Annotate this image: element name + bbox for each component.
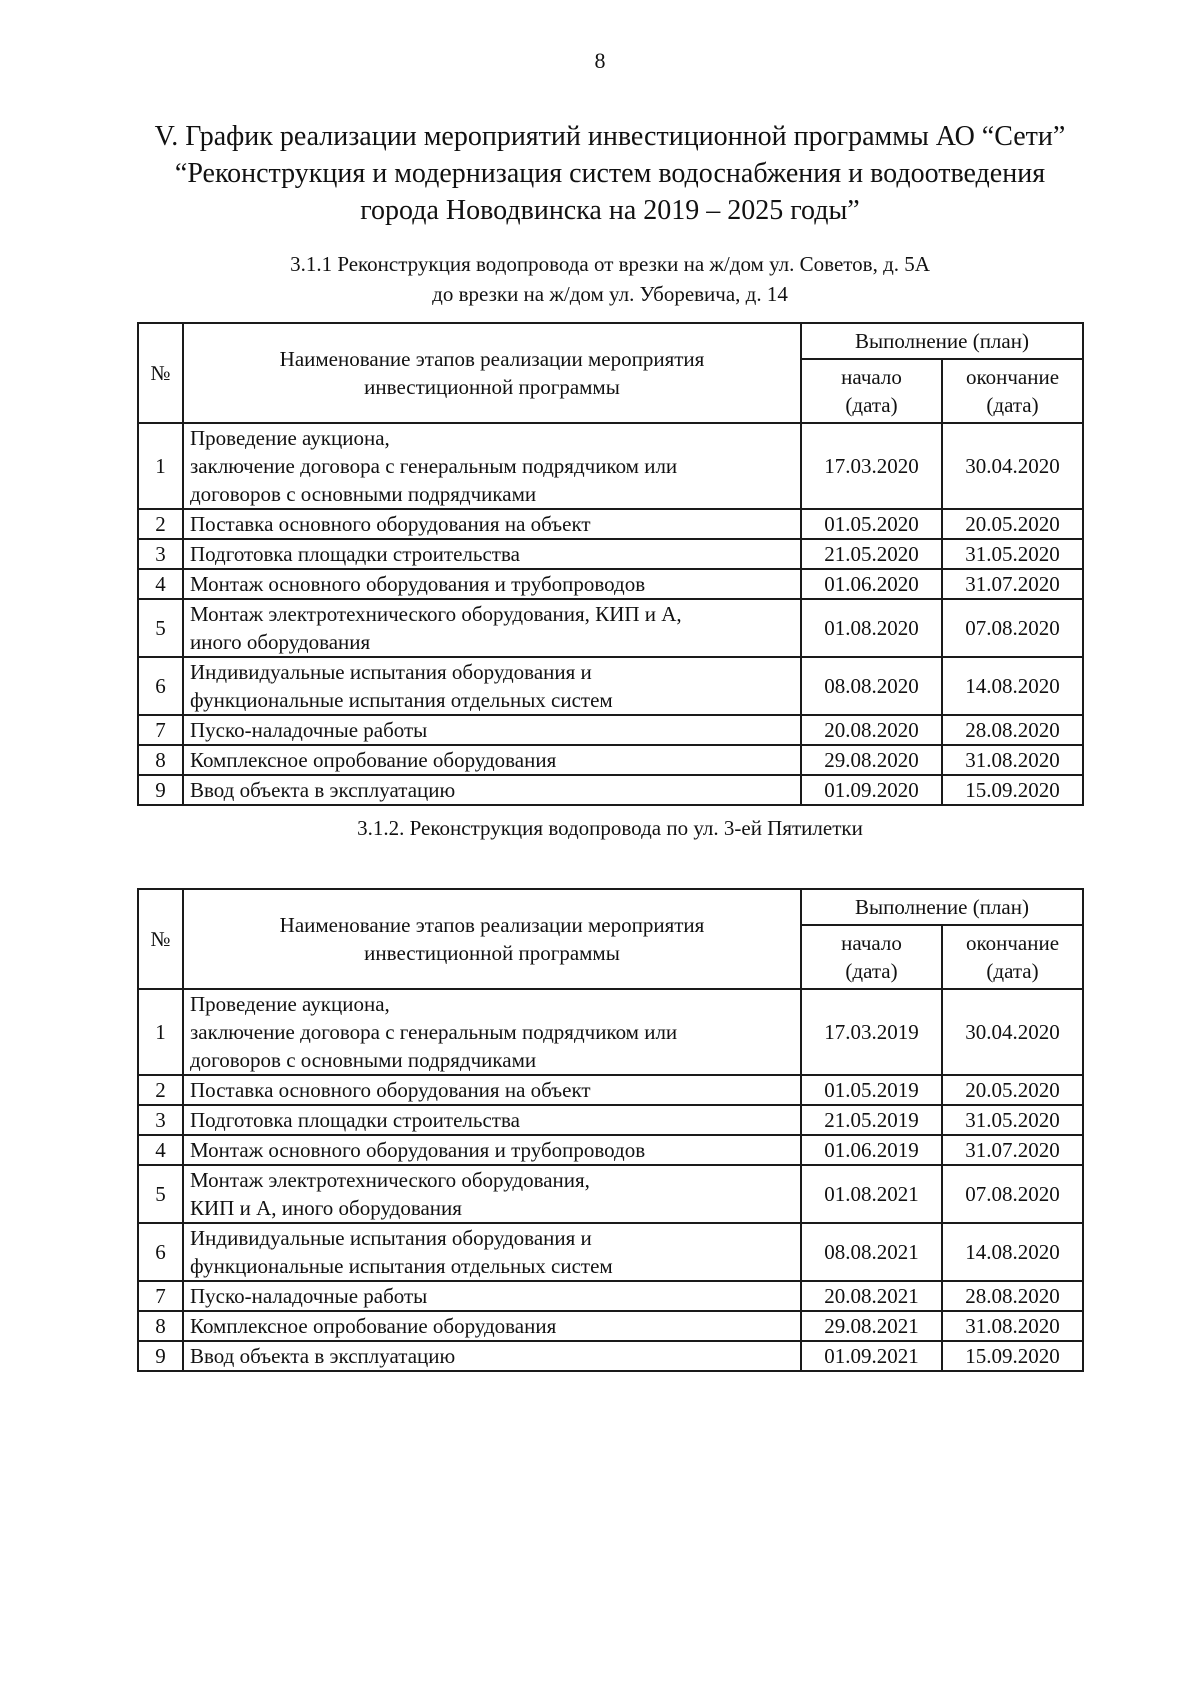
start-date: 08.08.2020 bbox=[801, 657, 942, 715]
table-body bbox=[138, 423, 1083, 805]
end-date: 15.09.2020 bbox=[942, 775, 1083, 805]
start-date: 01.05.2020 bbox=[801, 509, 942, 539]
row-number: 9 bbox=[138, 775, 183, 805]
section-title-line: 3.1.1 Реконструкция водопровода от врезки на ж/дом ул. Советов, д. 5А bbox=[290, 252, 930, 276]
column-header-execution: Выполнение (план) bbox=[801, 323, 1083, 359]
stage-name bbox=[183, 657, 801, 715]
row-number: 3 bbox=[138, 539, 183, 569]
header-line: (дата) bbox=[986, 393, 1039, 417]
end-date: 20.05.2020 bbox=[942, 509, 1083, 539]
start-date: 21.05.2019 bbox=[801, 1105, 942, 1135]
table-row bbox=[138, 1341, 1083, 1371]
stage-name bbox=[183, 1341, 801, 1371]
row-number: 8 bbox=[138, 745, 183, 775]
stage-name-line: Комплексное опробование оборудования bbox=[190, 748, 557, 772]
table-row bbox=[138, 1281, 1083, 1311]
table-row bbox=[138, 599, 1083, 657]
end-date: 14.08.2020 bbox=[942, 1223, 1083, 1281]
stage-name bbox=[183, 1281, 801, 1311]
row-number: 4 bbox=[138, 569, 183, 599]
stage-name bbox=[183, 989, 801, 1075]
column-header-stage-name bbox=[183, 889, 801, 989]
end-date: 30.04.2020 bbox=[942, 423, 1083, 509]
column-header-number: № bbox=[138, 889, 183, 989]
start-date: 21.05.2020 bbox=[801, 539, 942, 569]
stage-name-line: функциональные испытания отдельных систем bbox=[190, 688, 613, 712]
header-line: Наименование этапов реализации мероприятия bbox=[279, 913, 705, 937]
stage-name bbox=[183, 715, 801, 745]
stage-name-line: договоров с основными подрядчиками bbox=[190, 1048, 537, 1072]
header-line: Наименование этапов реализации мероприятия bbox=[279, 347, 705, 371]
column-header-stage-name bbox=[183, 323, 801, 423]
stage-name bbox=[183, 599, 801, 657]
table-row bbox=[138, 1165, 1083, 1223]
column-header-start-date bbox=[801, 359, 942, 423]
end-date: 28.08.2020 bbox=[942, 1281, 1083, 1311]
start-date: 29.08.2021 bbox=[801, 1311, 942, 1341]
row-number: 1 bbox=[138, 989, 183, 1075]
stage-name bbox=[183, 1311, 801, 1341]
header-line: (дата) bbox=[845, 393, 898, 417]
end-date: 20.05.2020 bbox=[942, 1075, 1083, 1105]
end-date: 28.08.2020 bbox=[942, 715, 1083, 745]
end-date: 31.07.2020 bbox=[942, 569, 1083, 599]
stage-name bbox=[183, 1223, 801, 1281]
row-number: 6 bbox=[138, 1223, 183, 1281]
stage-name bbox=[183, 745, 801, 775]
table-row bbox=[138, 539, 1083, 569]
end-date: 31.05.2020 bbox=[942, 1105, 1083, 1135]
stage-name-line: Индивидуальные испытания оборудования и bbox=[190, 660, 592, 684]
end-date: 15.09.2020 bbox=[942, 1341, 1083, 1371]
stage-name-line: Ввод объекта в эксплуатацию bbox=[190, 778, 456, 802]
header-line: начало bbox=[841, 365, 902, 389]
page-number: 8 bbox=[594, 48, 606, 73]
stage-name-line: Поставка основного оборудования на объект bbox=[190, 512, 591, 536]
stage-name-line: Проведение аукциона, bbox=[190, 426, 390, 450]
start-date: 01.08.2021 bbox=[801, 1165, 942, 1223]
stage-name-line: договоров с основными подрядчиками bbox=[190, 482, 537, 506]
table-row bbox=[138, 569, 1083, 599]
start-date: 17.03.2019 bbox=[801, 989, 942, 1075]
row-number: 8 bbox=[138, 1311, 183, 1341]
stage-name-line: Комплексное опробование оборудования bbox=[190, 1314, 557, 1338]
end-date: 31.07.2020 bbox=[942, 1135, 1083, 1165]
table-row bbox=[138, 745, 1083, 775]
page-title bbox=[60, 118, 1160, 229]
stage-name bbox=[183, 775, 801, 805]
section-title-line: до врезки на ж/дом ул. Уборевича, д. 14 bbox=[432, 282, 788, 306]
stage-name-line: заключение договора с генеральным подрядчиком или bbox=[190, 1020, 678, 1044]
end-date: 31.05.2020 bbox=[942, 539, 1083, 569]
end-date: 07.08.2020 bbox=[942, 1165, 1083, 1223]
start-date: 20.08.2021 bbox=[801, 1281, 942, 1311]
column-header-number: № bbox=[138, 323, 183, 423]
row-number: 2 bbox=[138, 509, 183, 539]
row-number: 7 bbox=[138, 715, 183, 745]
stage-name-line: функциональные испытания отдельных систем bbox=[190, 1254, 613, 1278]
row-number: 4 bbox=[138, 1135, 183, 1165]
table-row bbox=[138, 1311, 1083, 1341]
header-line: окончание bbox=[965, 931, 1060, 955]
stage-name-line: Подготовка площадки строительства bbox=[190, 542, 520, 566]
stage-name bbox=[183, 539, 801, 569]
table-row bbox=[138, 775, 1083, 805]
start-date: 17.03.2020 bbox=[801, 423, 942, 509]
start-date: 08.08.2021 bbox=[801, 1223, 942, 1281]
page-title-line: города Новодвинска на 2019 – 2025 годы” bbox=[360, 195, 860, 226]
header-line: (дата) bbox=[845, 959, 898, 983]
table-row bbox=[138, 715, 1083, 745]
stage-name-line: Подготовка площадки строительства bbox=[190, 1108, 520, 1132]
column-header-execution: Выполнение (план) bbox=[801, 889, 1083, 925]
start-date: 01.08.2020 bbox=[801, 599, 942, 657]
stage-name-line: Пуско-наладочные работы bbox=[190, 1284, 428, 1308]
end-date: 31.08.2020 bbox=[942, 1311, 1083, 1341]
header-line: начало bbox=[841, 931, 902, 955]
stage-name bbox=[183, 1105, 801, 1135]
start-date: 20.08.2020 bbox=[801, 715, 942, 745]
table-row bbox=[138, 1075, 1083, 1105]
stage-name bbox=[183, 1165, 801, 1223]
row-number: 9 bbox=[138, 1341, 183, 1371]
stage-name-line: Поставка основного оборудования на объект bbox=[190, 1078, 591, 1102]
table-row bbox=[138, 1135, 1083, 1165]
row-number: 1 bbox=[138, 423, 183, 509]
row-number: 7 bbox=[138, 1281, 183, 1311]
start-date: 01.06.2019 bbox=[801, 1135, 942, 1165]
table-row bbox=[138, 423, 1083, 509]
stage-name bbox=[183, 569, 801, 599]
table-row bbox=[138, 1223, 1083, 1281]
table-row bbox=[138, 509, 1083, 539]
stage-name-line: Индивидуальные испытания оборудования и bbox=[190, 1226, 592, 1250]
start-date: 01.09.2020 bbox=[801, 775, 942, 805]
page-title-line: “Реконструкция и модернизация систем водоснабжения и водоотведения bbox=[174, 158, 1046, 189]
table-row bbox=[138, 989, 1083, 1075]
row-number: 5 bbox=[138, 1165, 183, 1223]
row-number: 5 bbox=[138, 599, 183, 657]
table-body bbox=[138, 989, 1083, 1371]
stage-name-line: КИП и А, иного оборудования bbox=[190, 1196, 462, 1220]
start-date: 29.08.2020 bbox=[801, 745, 942, 775]
stage-name-line: заключение договора с генеральным подрядчиком или bbox=[190, 454, 678, 478]
page-title-line: V. График реализации мероприятий инвестиционной программы АО “Сети” bbox=[154, 121, 1066, 152]
end-date: 14.08.2020 bbox=[942, 657, 1083, 715]
column-header-end-date bbox=[942, 925, 1083, 989]
column-header-start-date bbox=[801, 925, 942, 989]
section-title-line: 3.1.2. Реконструкция водопровода по ул. 3-ей Пятилетки bbox=[357, 816, 863, 840]
table-row bbox=[138, 657, 1083, 715]
row-number: 6 bbox=[138, 657, 183, 715]
stage-name bbox=[183, 423, 801, 509]
stage-name bbox=[183, 1075, 801, 1105]
stage-name-line: Монтаж электротехнического оборудования, КИП и А, bbox=[190, 602, 682, 626]
end-date: 07.08.2020 bbox=[942, 599, 1083, 657]
stage-name bbox=[183, 1135, 801, 1165]
end-date: 31.08.2020 bbox=[942, 745, 1083, 775]
stage-name-line: Ввод объекта в эксплуатацию bbox=[190, 1344, 456, 1368]
schedule-table bbox=[137, 888, 1084, 1372]
header-line: (дата) bbox=[986, 959, 1039, 983]
table-row bbox=[138, 1105, 1083, 1135]
row-number: 2 bbox=[138, 1075, 183, 1105]
section-title bbox=[60, 813, 1160, 843]
end-date: 30.04.2020 bbox=[942, 989, 1083, 1075]
column-header-end-date bbox=[942, 359, 1083, 423]
stage-name bbox=[183, 509, 801, 539]
section-title bbox=[60, 249, 1160, 309]
stage-name-line: Пуско-наладочные работы bbox=[190, 718, 428, 742]
stage-name-line: Монтаж электротехнического оборудования, bbox=[190, 1168, 590, 1192]
header-line: окончание bbox=[965, 365, 1060, 389]
stage-name-line: иного оборудования bbox=[190, 630, 371, 654]
start-date: 01.06.2020 bbox=[801, 569, 942, 599]
stage-name-line: Монтаж основного оборудования и трубопроводов bbox=[190, 1138, 646, 1162]
start-date: 01.09.2021 bbox=[801, 1341, 942, 1371]
stage-name-line: Проведение аукциона, bbox=[190, 992, 390, 1016]
header-line: инвестиционной программы bbox=[364, 375, 620, 399]
header-line: инвестиционной программы bbox=[364, 941, 620, 965]
row-number: 3 bbox=[138, 1105, 183, 1135]
schedule-table bbox=[137, 322, 1084, 806]
start-date: 01.05.2019 bbox=[801, 1075, 942, 1105]
stage-name-line: Монтаж основного оборудования и трубопроводов bbox=[190, 572, 646, 596]
